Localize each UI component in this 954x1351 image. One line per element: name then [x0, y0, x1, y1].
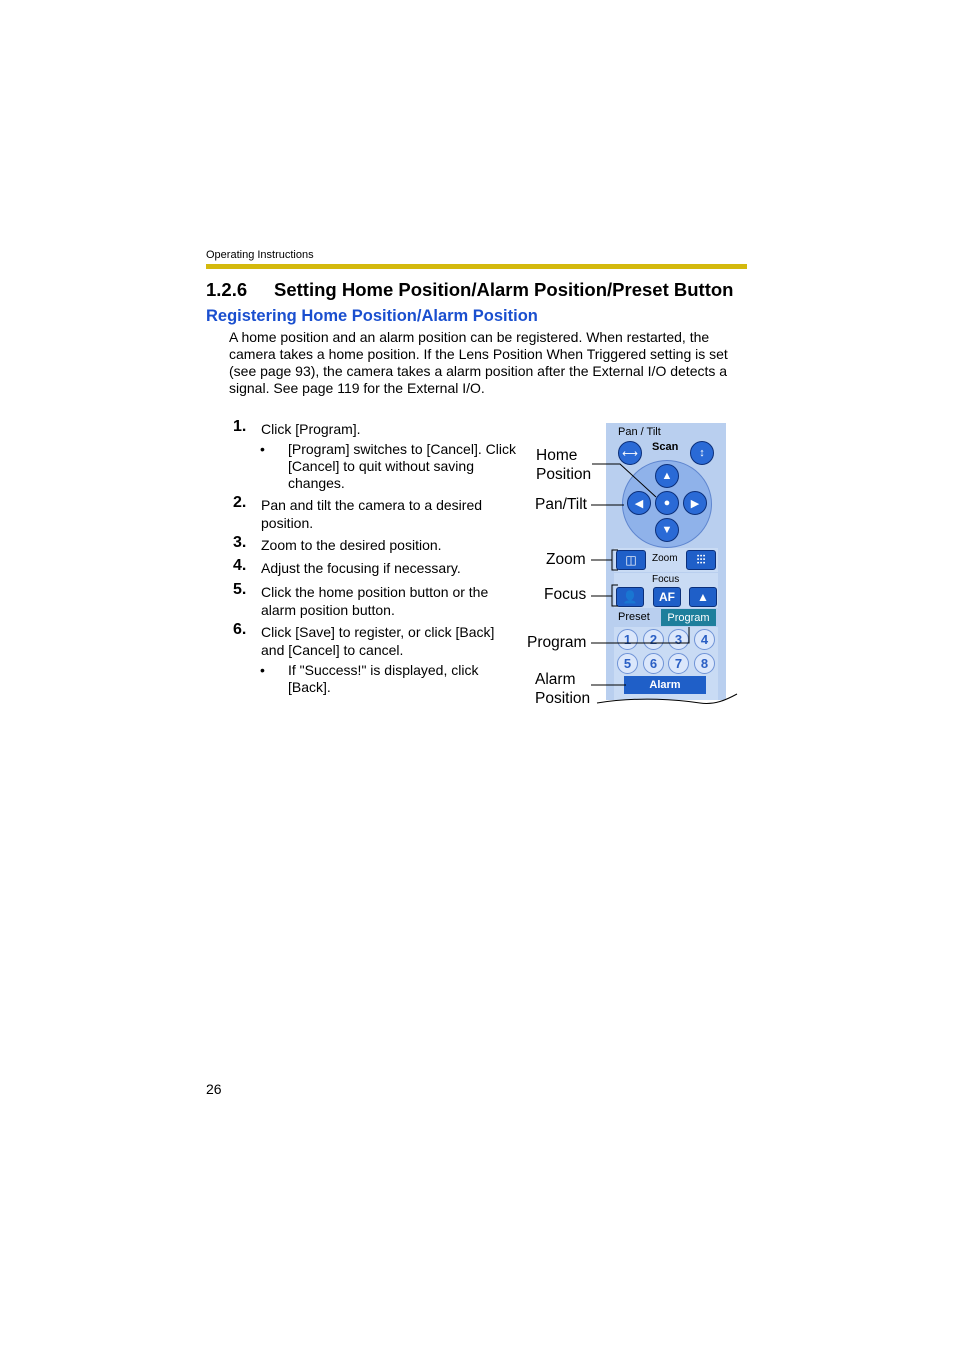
bullet-text: If "Success!" is displayed, click [Back]. — [288, 662, 479, 695]
step-text: Click [Program]. — [261, 421, 361, 437]
zoom-leader-bottom — [612, 560, 618, 570]
step-number: 1. — [233, 418, 247, 435]
callout-focus: Focus — [544, 586, 587, 603]
step-text: Zoom to the desired position. — [261, 537, 442, 553]
step-text: Click the home position button or the alarm position button. — [261, 584, 489, 618]
section-title: Setting Home Position/Alarm Position/Preset Button — [274, 279, 734, 300]
pan-tilt-label: Pan / Tilt — [618, 426, 661, 438]
callout-alarm-position: Alarm Position — [535, 671, 591, 707]
step-number: 3. — [233, 534, 247, 551]
arrow-down-icon: ▼ — [661, 524, 673, 536]
step-text: Click [Save] to register, or click [Back] and [Cancel] to cancel. — [261, 624, 495, 658]
bullet-mark: • — [260, 441, 265, 457]
arrow-up-icon: ▲ — [661, 470, 673, 482]
page-number: 26 — [206, 1081, 222, 1097]
double-arrow-vertical-icon: ↕ — [699, 447, 705, 459]
intro-paragraph: A home position and an alarm position can be registered. When restarted, the camera takes a home position. If the Lens Position When Triggered setting is set (see page 93), the camera takes a alarm position after the External I/O detects a signal. See page 119 for the External I/O. — [229, 329, 728, 396]
step-number: 6. — [233, 621, 247, 638]
preset-button-7[interactable]: 7 — [668, 653, 689, 674]
torn-edge — [597, 694, 737, 703]
home-dot-icon: ● — [663, 497, 671, 509]
preset-button-3[interactable]: 3 — [668, 629, 689, 650]
mountain-icon: ▲ — [697, 590, 709, 604]
af-label: AF — [659, 590, 675, 604]
callout-program: Program — [527, 634, 587, 651]
step-number: 4. — [233, 557, 247, 574]
preset-button-5[interactable]: 5 — [617, 653, 638, 674]
step-number: 5. — [233, 581, 247, 598]
double-arrow-horizontal-icon: ⟷ — [622, 447, 638, 460]
preset-button-4[interactable]: 4 — [694, 629, 715, 650]
program-label: Program — [667, 611, 710, 624]
preset-button-1[interactable]: 1 — [617, 629, 638, 650]
zoom-leader-top — [591, 550, 618, 560]
preset-button-6[interactable]: 6 — [643, 653, 664, 674]
home-position-leader — [592, 464, 656, 497]
preset-button-2[interactable]: 2 — [643, 629, 664, 650]
zoom-tele-icon: ⫶⫶⫶ — [696, 552, 706, 567]
scan-label: Scan — [652, 441, 679, 453]
focus-leader-top — [591, 585, 618, 596]
program-leader — [591, 627, 689, 643]
section-number: 1.2.6 — [206, 279, 248, 300]
callout-home-position: Home Position — [536, 447, 592, 483]
zoom-wide-icon: ◫ — [625, 553, 637, 567]
preset-tab[interactable]: Preset — [618, 611, 650, 623]
arrow-left-icon: ◀ — [634, 497, 644, 510]
step-number: 2. — [233, 494, 247, 511]
subsection-title: Registering Home Position/Alarm Position — [206, 307, 538, 325]
bullet-mark: • — [260, 662, 265, 678]
arrow-right-icon: ▶ — [690, 497, 700, 510]
person-icon: 👤 — [622, 590, 638, 604]
zoom-label: Zoom — [652, 553, 678, 564]
preset-button-8[interactable]: 8 — [694, 653, 715, 674]
callout-pan-tilt: Pan/Tilt — [535, 496, 587, 513]
focus-label: Focus — [652, 574, 680, 585]
callout-zoom: Zoom — [546, 551, 586, 568]
step-text: Pan and tilt the camera to a desired position. — [261, 497, 483, 531]
running-title: Operating Instructions — [206, 249, 314, 261]
focus-leader-bottom — [612, 596, 618, 606]
alarm-label: Alarm — [649, 679, 681, 691]
step-text: Adjust the focusing if necessary. — [261, 560, 461, 576]
bullet-text: [Program] switches to [Cancel]. Click [Cancel] to quit without saving changes. — [288, 441, 516, 491]
